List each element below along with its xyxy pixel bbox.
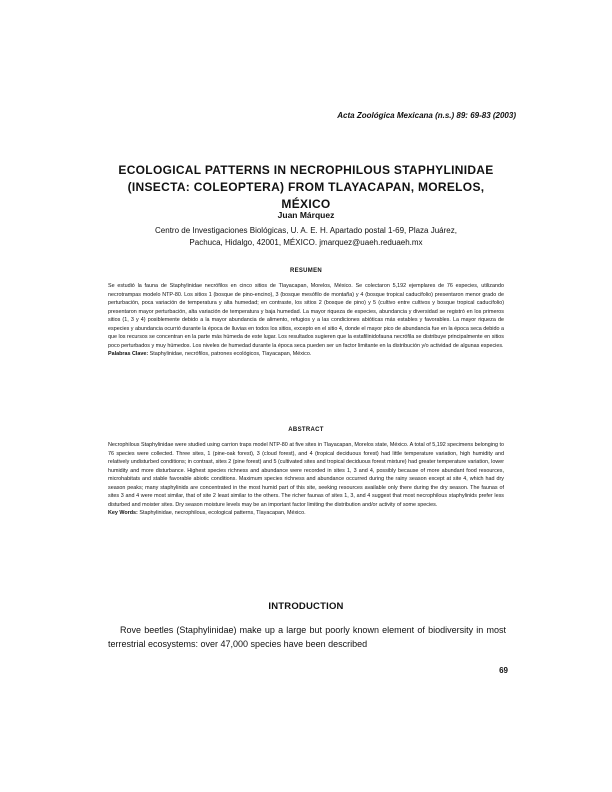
abstract-body <box>108 441 504 518</box>
resumen-text: Se estudió la fauna de Staphylinidae necrófilos en cinco sitios de Tlayacapan, Morelos, México. Se colectaron 5,192 ejemplares de 76 especies, utilizando necrotrampas modelo NTP-80. Los sitios 1 (bosque de pino-encino), 3 (bosque mesófilo de montaña) y 4 (bosque tropical caducifolio) presentaron menor grado de perturbación, poca variación de temperatura y alta humedad; en contraste, los sitios 2 (bosque de pino) y 5 (cultivo entre cultivos y bosque tropical caducifolio) presentaron mayor perturbación, alta variación de temperatura y baja humedad. La mayor riqueza de especies, abundancia y diversidad se registró en los primeros sitios (1, 3 y 4) posiblemente debido a la mayor abundancia de alimento, refugios y a las condiciones abióticas más estables y favorables. La mayor riqueza de especies y abundancia ocurrió durante la época de lluvias en todos los sitios, excepto en el sitio 4, donde el mayor pico de abundancia fue en la época seca debido a que los recursos se concentran en la parte más húmeda de este lugar. Los resultados sugieren que la estafilinidofauna necrófila se distribuye principalmente en sitios poco perturbados y muy húmedos. Los niveles de humedad durante la época seca pueden ser un factor limitante en la distribución y/o actividad de algunas especies. <box>108 283 504 349</box>
affiliation-line-2: Pachuca, Hidalgo, 42001, MÉXICO. jmarquez@uaeh.reduaeh.mx <box>189 238 423 247</box>
resumen-keywords: Staphylinidae, necrófilos, patrones ecológicos, Tlayacapan, México. <box>149 351 312 357</box>
resumen-heading: RESUMEN <box>289 268 323 274</box>
resumen-keywords-label: Palabras Clave: <box>108 351 149 357</box>
journal-reference: Acta Zoológica Mexicana (n.s.) 89: 69-83 (2003) <box>337 111 516 120</box>
affiliation-line-1: Centro de Investigaciones Biológicas, U. A. E. H. Apartado postal 1-69, Plaza Juárez, <box>155 226 457 235</box>
article-title <box>106 162 506 213</box>
introduction-paragraph: Rove beetles (Staphylinidae) make up a large but poorly known element of biodiversity in most terrestrial ecosystems: over 47,000 species have been described <box>108 625 506 649</box>
title-line-2: (INSECTA: COLEOPTERA) FROM TLAYACAPAN, MORELOS, MÉXICO <box>127 180 485 211</box>
introduction-heading: INTRODUCTION <box>268 601 344 612</box>
abstract-keywords: Staphylinidae, necrophilous, ecological patterns, Tlayacapan, México. <box>139 510 306 516</box>
abstract-heading: ABSTRACT <box>288 427 324 433</box>
abstract-keywords-label: Key Words: <box>108 510 138 516</box>
page-number: 69 <box>499 666 508 675</box>
resumen-body <box>108 282 504 359</box>
author-name: Juan Márquez <box>277 210 335 220</box>
title-line-1: ECOLOGICAL PATTERNS IN NECROPHILOUS STAPHYLINIDAE <box>118 163 494 177</box>
abstract-text: Necrophilous Staphylinidae were studied using carrion traps model NTP-80 at five sites in Tlayacapan, Morelos state, México. A total of 5,192 specimens belonging to 76 species were collected. Three sites, 1 (pine-oak forest), 3 (cloud forest), and 4 (tropical deciduous forest) had little temperature variation, high humidity and relatively undisturbed conditions; in contrast, sites 2 (pine forest) and 5 (cultivated sites and tropical deciduous forest mixture) had greater temperature variation, lower humidity and more disturbance. Highest species richness and abundance were recorded in sites 1, 3 and 4, possibly because of more abundant food resources, microhabitats and stable favorable abiotic conditions. Maximum species richness and abundance occurred during the rainy season except at site 4, which had dry season peaks; many staphylinids are concentrated in the most humid part of this site, seeking resources available only there during the dry season. The faunas of sites 3 and 4 were most similar, that of site 2 least similar to the others. The richer faunas of sites 1, 3, and 4 suggest that most necrophilous staphylinids prefer less disturbed and moister sites. Dry season moisture levels may be an important factor limiting the distribution and/or activity of some species. <box>108 442 504 508</box>
author-affiliation <box>96 225 516 249</box>
introduction-body <box>108 623 506 651</box>
